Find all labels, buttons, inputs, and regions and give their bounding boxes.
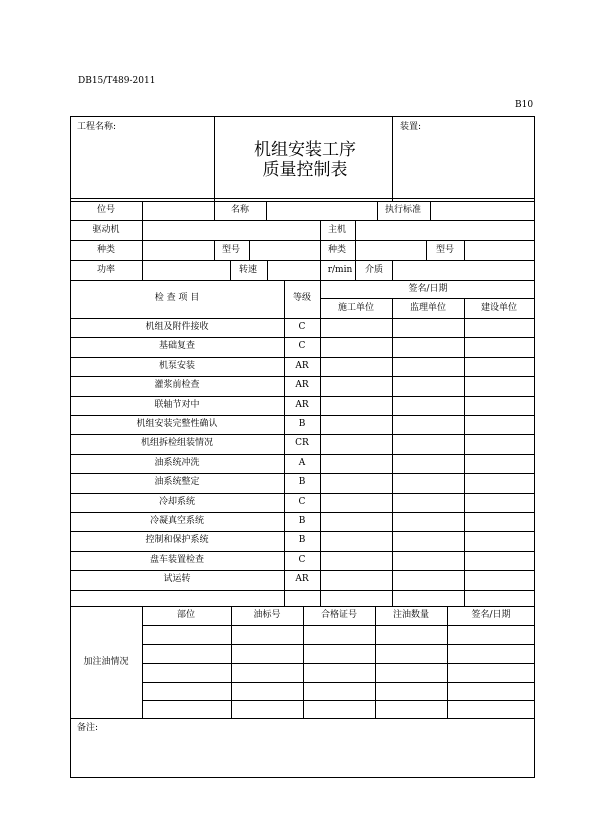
power-label: 功率 [96,265,116,275]
check-grade: B [298,516,306,526]
check-grade: CR [295,438,309,448]
rule [142,663,535,664]
main-machine-label: 主机 [327,225,347,235]
type-label: 种类 [327,245,347,255]
oil-quantity-header: 注油数量 [392,610,430,620]
construction-unit-header: 施工单位 [337,303,375,313]
rule [355,220,356,280]
rule [230,260,231,280]
check-item: 联轴节对中 [154,400,200,410]
check-grade: A [298,458,306,468]
rule [70,570,535,571]
rule [392,116,393,201]
rpm-unit-label: r/min [327,265,353,275]
rule [70,240,535,241]
document-code: DB15/T489-2011 [78,76,156,86]
position-label: 位号 [96,205,116,215]
rule [70,201,535,202]
check-item: 试运转 [163,574,191,584]
grade-header: 等级 [292,293,312,303]
oil-grade-header: 油标号 [253,610,281,620]
owner-unit-header: 建设单位 [480,303,518,313]
drive-machine-label: 驱动机 [92,225,120,235]
rule [70,434,535,435]
rule [70,531,535,532]
rule [375,606,376,718]
rule [266,201,267,220]
rule [249,240,250,260]
rule [70,718,535,719]
rule [70,318,535,319]
page-title [254,140,356,180]
rule [320,280,321,606]
rule [320,298,535,299]
rule [214,116,215,201]
check-grade: AR [295,380,309,390]
rule [70,493,535,494]
check-item: 机组安装完整性确认 [136,419,218,429]
check-grade: AR [295,361,309,371]
rule [70,454,535,455]
rule [392,260,393,280]
rule [142,606,143,718]
rule [231,606,232,718]
rule [70,473,535,474]
type-label: 种类 [96,245,116,255]
check-item: 冷却系统 [158,497,196,507]
rule [70,551,535,552]
check-grade: C [298,341,306,351]
rule [392,298,393,606]
supervision-unit-header: 监理单位 [409,303,447,313]
check-item: 冷凝真空系统 [149,516,205,526]
rule [70,280,535,281]
check-item: 油系统整定 [154,477,200,487]
project-name-label: 工程名称: [77,122,117,132]
exec-standard-label: 执行标准 [384,205,422,215]
check-item: 基础复查 [158,341,196,351]
rule [430,201,431,220]
rule [70,590,535,591]
check-item: 机组及附件接收 [145,322,209,332]
oil-sign-date-header: 签名/日期 [471,610,511,620]
check-item: 盘车装置检查 [149,555,205,565]
check-items-header: 检 查 项 目 [154,293,200,303]
title-line-1: 机组安装工序 [254,140,356,160]
rule [267,260,268,280]
check-grade: C [298,497,306,507]
rule [464,298,465,606]
check-grade: B [298,535,306,545]
check-item: 机泵安装 [158,361,196,371]
part-header: 部位 [176,610,196,620]
rule [142,201,143,280]
rule [142,644,535,645]
check-grade: AR [295,400,309,410]
name-label: 名称 [230,205,250,215]
rule [447,606,448,718]
certificate-header: 合格证号 [320,610,358,620]
check-grade: C [298,322,306,332]
check-item: 机组拆检组装情况 [140,438,214,448]
remarks-label: 备注: [77,723,99,733]
rule [214,201,215,220]
rule [70,376,535,377]
rule [142,682,535,683]
rule [320,220,321,280]
rule [214,240,215,260]
check-grade: C [298,555,306,565]
rule [70,337,535,338]
rule [303,606,304,718]
rule [464,240,465,260]
model-label: 型号 [221,245,241,255]
medium-label: 介质 [364,265,384,275]
oil-section-label: 加注油情况 [83,657,129,667]
rule [70,512,535,513]
sign-date-header: 签名/日期 [408,284,448,294]
rule [426,240,427,260]
rule [142,700,535,701]
rule [70,198,535,199]
page-code: B10 [515,100,534,110]
rule [70,220,535,221]
check-item: 控制和保护系统 [145,535,209,545]
rule [142,625,535,626]
speed-label: 转速 [238,265,258,275]
check-grade: B [298,419,306,429]
rule [70,415,535,416]
model-label: 型号 [435,245,455,255]
check-item: 油系统冲洗 [154,458,200,468]
rule [377,201,378,220]
title-line-2: 质量控制表 [262,160,348,180]
rule [284,280,285,606]
check-grade: AR [295,574,309,584]
rule [70,357,535,358]
rule [70,260,535,261]
rule [70,396,535,397]
check-item: 灌浆前检查 [154,380,200,390]
check-grade: B [298,477,306,487]
device-label: 装置: [400,122,422,132]
